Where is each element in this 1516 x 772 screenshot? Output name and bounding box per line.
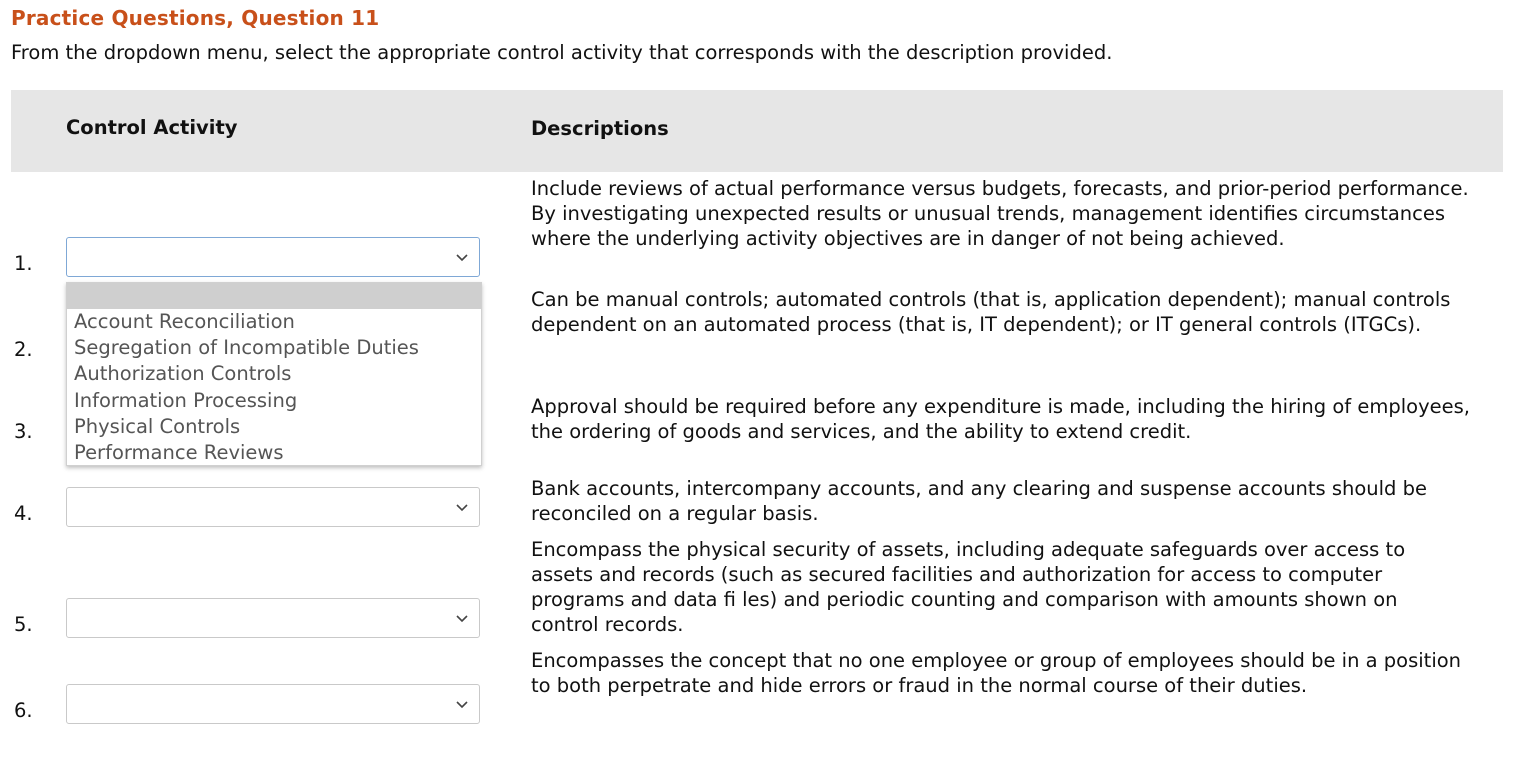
column-header-control-activity: Control Activity — [66, 116, 238, 139]
dropdown-option-blank[interactable] — [67, 283, 481, 309]
description-6: Encompasses the concept that no one employee or group of employees should be in a position to both perpetrate and hide errors or fraud in the normal course of their duties. — [531, 649, 1462, 697]
page-title: Practice Questions, Question 11 — [11, 6, 380, 30]
row-number: 3. — [14, 420, 33, 443]
description-4: Bank accounts, intercompany accounts, and any clearing and suspense accounts should be reconciled on a regular basis. — [531, 477, 1428, 525]
chevron-down-icon — [455, 500, 469, 514]
chevron-down-icon — [455, 697, 469, 711]
description-3: Approval should be required before any expenditure is made, including the hiring of employees, the ordering of goods and services, and the ability to extend credit. — [531, 395, 1470, 443]
control-activity-select-1[interactable] — [66, 237, 480, 277]
chevron-down-icon — [455, 611, 469, 625]
control-activity-select-4[interactable] — [66, 487, 480, 527]
dropdown-option-authorization-controls[interactable]: Authorization Controls — [74, 362, 292, 386]
description-1: Include reviews of actual performance versus budgets, forecasts, and prior-period performance. By investigating unexpected results or unusual trends, management identifies circumstances where the underlying activity objectives are in danger of not being achieved. — [531, 177, 1469, 250]
chevron-down-icon — [455, 250, 469, 264]
row-number: 2. — [14, 338, 33, 361]
dropdown-option-account-reconciliation[interactable]: Account Reconciliation — [74, 310, 295, 333]
column-header-descriptions: Descriptions — [531, 117, 669, 140]
dropdown-option-segregation-of-incompatible-duties[interactable]: Segregation of Incompatible Duties — [74, 336, 419, 360]
row-number: 6. — [14, 699, 33, 722]
row-number: 1. — [14, 252, 33, 275]
control-activity-select-5[interactable] — [66, 598, 480, 638]
dropdown-option-information-processing[interactable]: Information Processing — [74, 388, 298, 412]
control-activity-dropdown-list — [66, 282, 482, 466]
row-number: 4. — [14, 502, 33, 525]
dropdown-option-performance-reviews[interactable]: Performance Reviews — [74, 440, 284, 464]
control-activity-select-6[interactable] — [66, 684, 480, 724]
description-5: Encompass the physical security of assets, including adequate safeguards over access to assets and records (such as secured facilities and authorization for access to computer programs and data fi les) and periodic counting and comparison with amounts shown on control records. — [531, 538, 1406, 636]
row-number: 5. — [14, 613, 33, 636]
description-2: Can be manual controls; automated controls (that is, application dependent); manual controls dependent on an automated process (that is, IT dependent); or IT general controls (ITGCs). — [531, 288, 1451, 336]
dropdown-option-physical-controls[interactable]: Physical Controls — [74, 414, 241, 438]
instructions-text: From the dropdown menu, select the appropriate control activity that corresponds with the description provided. — [11, 41, 1113, 64]
